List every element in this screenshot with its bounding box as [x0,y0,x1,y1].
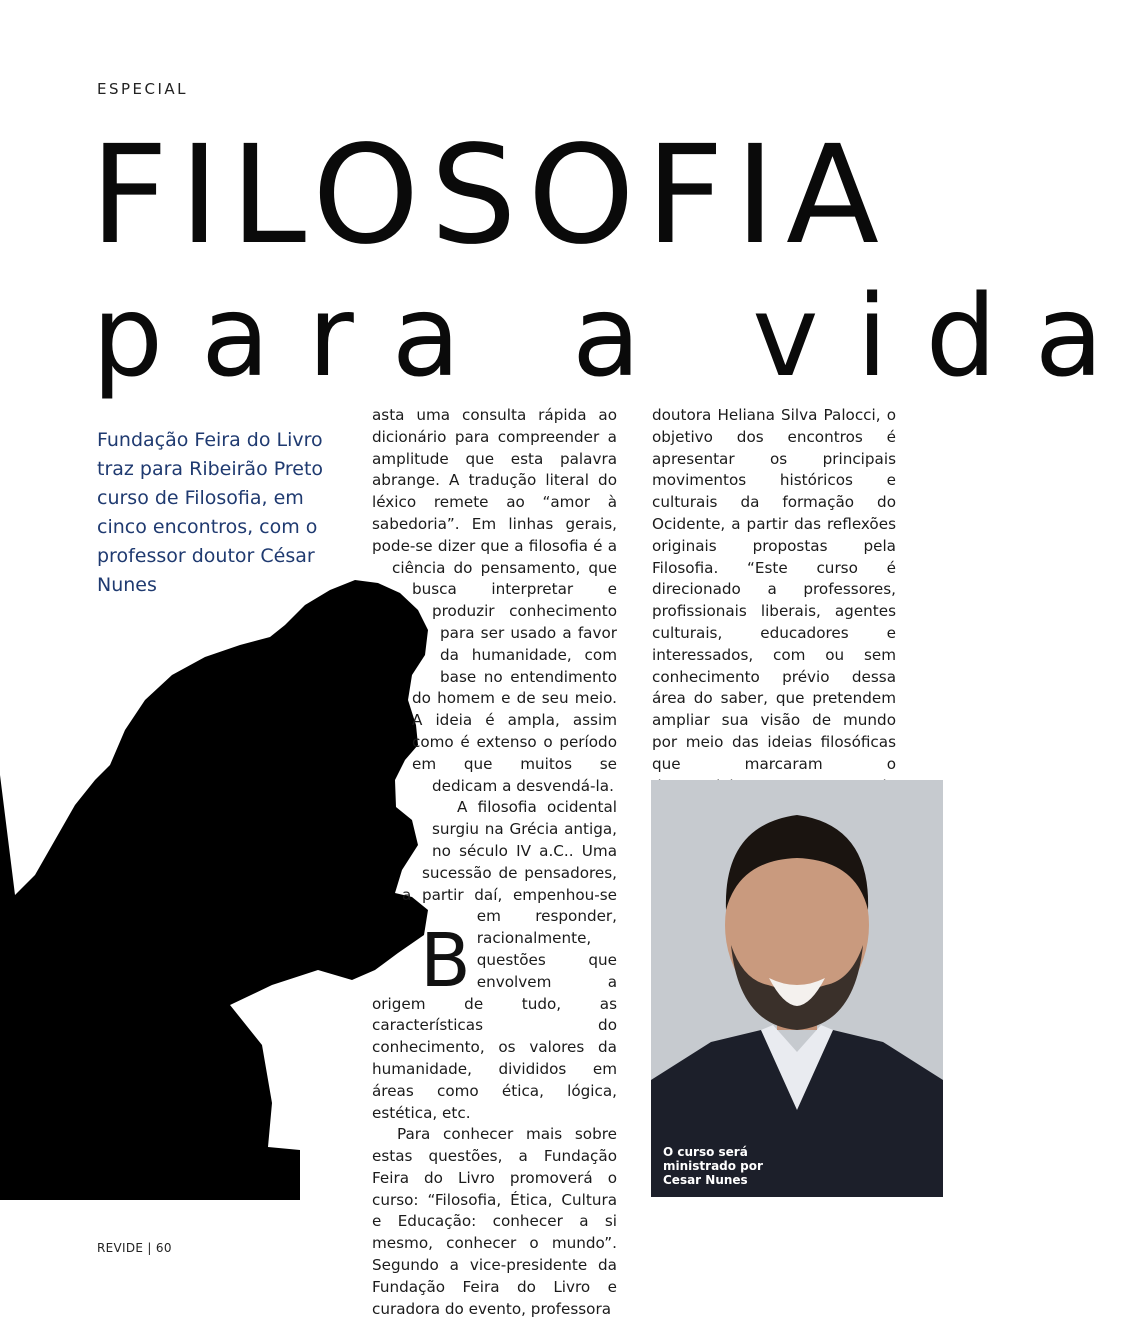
page-number: 60 [155,1241,172,1255]
article-paragraph-3: Para conhecer mais sobre estas questões, a Fundação Feira do Livro promoverá o curso: “Filosofia, Ética, Cultura e Educação: conhecer a si mesmo, conhecer o mundo”. Segundo a vice-presidente da Fundação Feira do Livro e curadora do evento, professora [372,1125,617,1318]
photo-caption: O curso será ministrado por Cesar Nunes [663,1145,763,1187]
article-paragraph-1: B asta uma consulta rápida ao dicionário para compreender a amplitude que esta palavra abrange. A tradução literal do léxico remete ao “amor à sabedoria”. Em linhas gerais, pode-se dizer que a filosofia é a ciência do pensamento, que busca interpretar e produzir conhecimento para ser usado a favor da humanidade, com base no entendimento do homem e de seu meio. A ideia é ampla, assim como é extenso o período em que muitos se dedicam a desvendá-la. [372,406,617,1004]
intro-deck: Fundação Feira do Livro traz para Ribeirão Preto curso de Filosofia, em cinco encontros, com o professor doutor César Nunes [97,429,324,596]
drop-cap: B [420,918,471,1004]
magazine-name: REVIDE [97,1241,144,1255]
article-column-1 [372,405,617,1318]
article-paragraph-3-continued: doutora Heliana Silva Palocci, o objetivo dos encontros é apresentar os principais movimentos históricos e culturais da formação do Ocidente, a partir das reflexões originais propostas pela Filosofia. “Este curso é direcionado a professores, profissionais liberais, agentes culturais, educadores e interessados, com ou sem conhecimento prévio dessa área do saber, que pretendem ampliar sua visão de mundo por meio das ideias filosóficas que marcaram o [652,406,896,773]
article-column-2 [652,405,896,841]
section-label: ESPECIAL [97,80,189,98]
headline: FILOSOFIA [90,117,891,275]
subheadline: para a vida [92,272,1141,402]
article-paragraph-2: A filosofia ocidental surgiu na Grécia antiga, no século IV a.C.. Uma sucessão de pensadores, a partir daí, empenhou-se em responder, racionalmente, questões que envolvem a origem de tudo, as características do conhecimento, os valores da humanidade, divididos em áreas como ética, lógica, estética, etc. [372,798,617,1122]
portrait-photo [651,780,943,1197]
footer-separator: | [147,1241,152,1255]
page-footer [97,1241,172,1255]
portrait-illustration [651,780,943,1197]
thinker-silhouette [0,575,430,1200]
